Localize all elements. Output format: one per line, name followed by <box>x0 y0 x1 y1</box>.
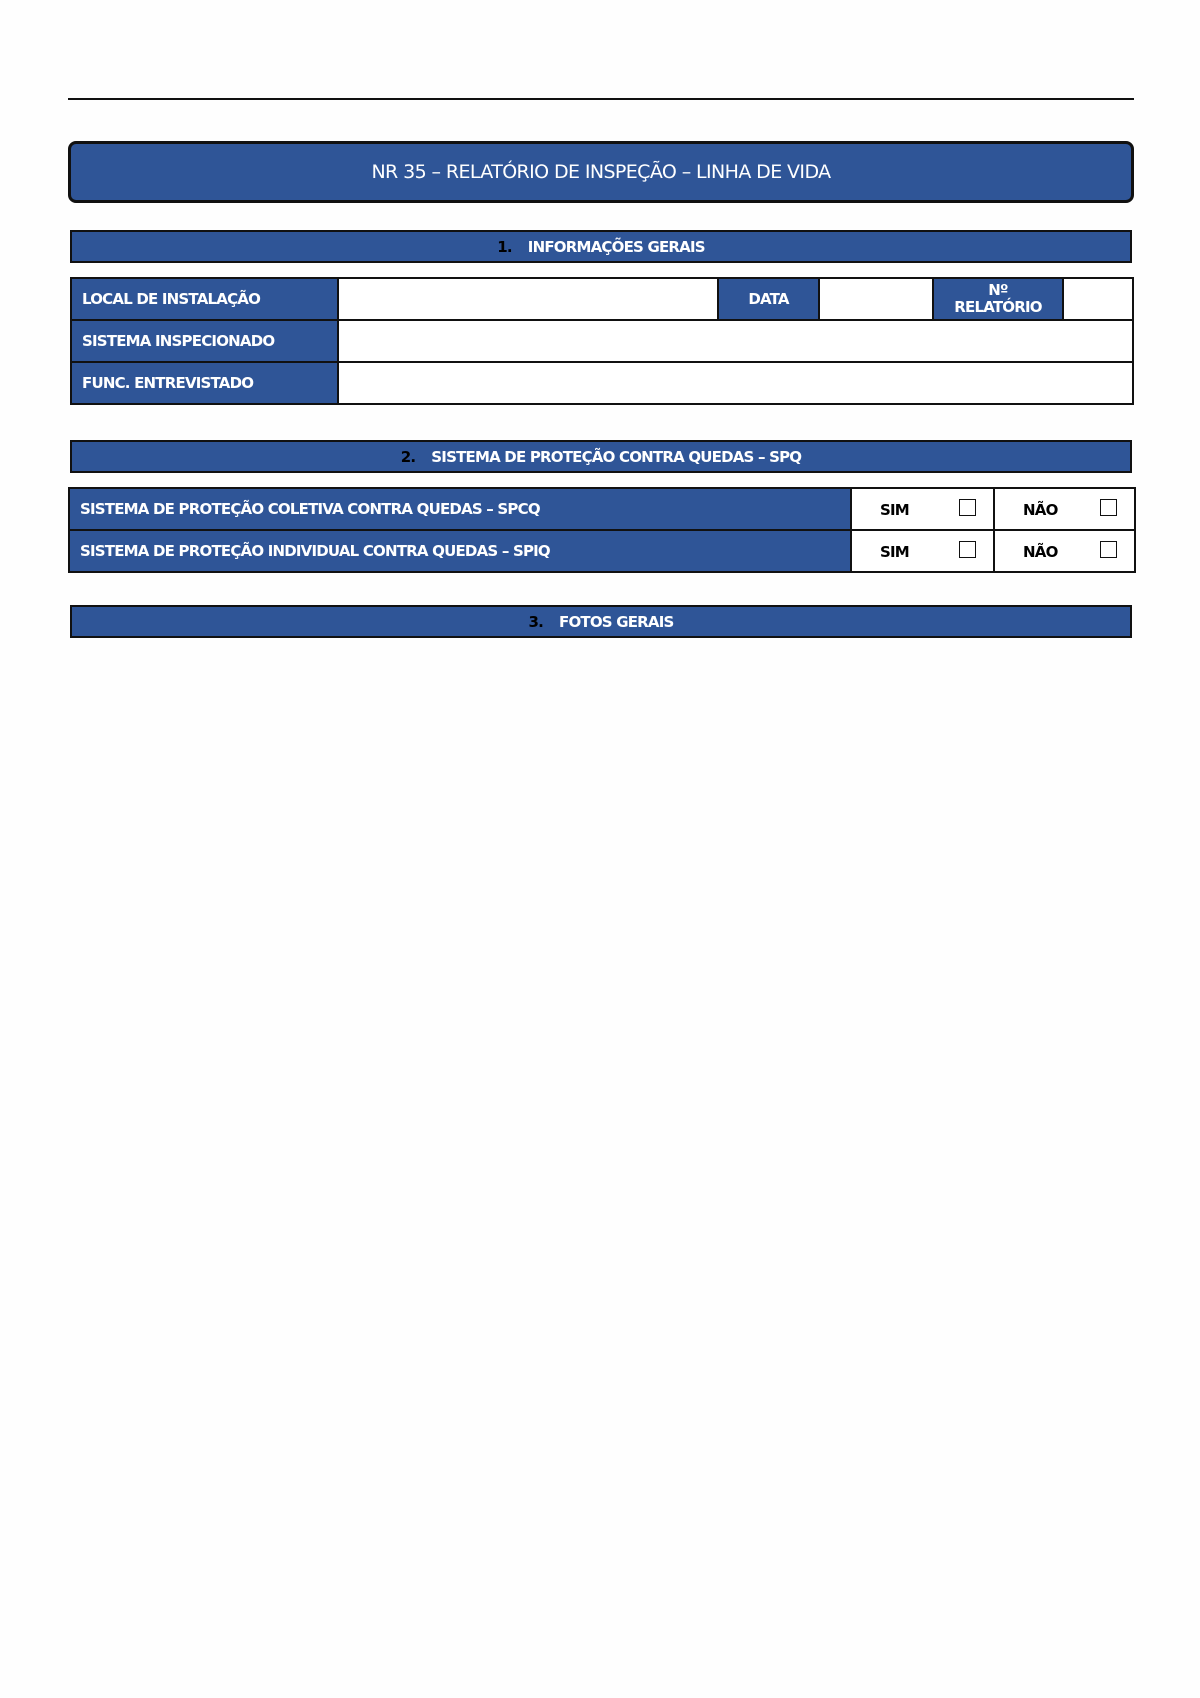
spcq-label: SISTEMA DE PROTEÇÃO COLETIVA CONTRA QUEDAS – SPCQ <box>69 488 851 530</box>
table-row <box>69 530 1135 572</box>
section-3-number: 3. <box>528 612 544 631</box>
spiq-nao-label: NÃO <box>1023 543 1058 561</box>
spiq-sim-label: SIM <box>880 543 909 561</box>
table-row <box>71 362 1133 404</box>
spcq-nao-option[interactable] <box>994 488 1135 530</box>
spcq-sim-option[interactable] <box>851 488 994 530</box>
local-label: LOCAL DE INSTALAÇÃO <box>71 278 338 320</box>
document-title-text: NR 35 – RELATÓRIO DE INSPEÇÃO – LINHA DE VIDA <box>371 161 831 183</box>
spq-table <box>68 487 1136 573</box>
section-3-title: FOTOS GERAIS <box>559 612 674 631</box>
spcq-sim-label: SIM <box>880 501 909 519</box>
relatorio-label-line2: RELATÓRIO <box>954 298 1042 316</box>
table-row <box>71 320 1133 362</box>
func-label: FUNC. ENTREVISTADO <box>71 362 338 404</box>
data-label: DATA <box>718 278 819 320</box>
spiq-label: SISTEMA DE PROTEÇÃO INDIVIDUAL CONTRA QUEDAS – SPIQ <box>69 530 851 572</box>
spcq-sim-checkbox[interactable] <box>959 499 976 516</box>
table-row <box>71 278 1133 320</box>
relatorio-field[interactable] <box>1063 278 1133 320</box>
spiq-sim-checkbox[interactable] <box>959 541 976 558</box>
document-title <box>68 141 1134 203</box>
section-3-header <box>70 605 1132 638</box>
sistema-label: SISTEMA INSPECIONADO <box>71 320 338 362</box>
spcq-nao-label: NÃO <box>1023 501 1058 519</box>
relatorio-label <box>933 278 1063 320</box>
spiq-sim-option[interactable] <box>851 530 994 572</box>
data-field[interactable] <box>819 278 933 320</box>
section-1-header <box>70 230 1132 263</box>
section-2-title: SISTEMA DE PROTEÇÃO CONTRA QUEDAS – SPQ <box>431 447 802 466</box>
func-field[interactable] <box>338 362 1133 404</box>
relatorio-label-line1: Nº <box>988 281 1008 299</box>
spiq-nao-option[interactable] <box>994 530 1135 572</box>
table-row <box>69 488 1135 530</box>
sistema-field[interactable] <box>338 320 1133 362</box>
section-1-number: 1. <box>497 237 512 256</box>
local-field[interactable] <box>338 278 718 320</box>
general-info-table <box>70 277 1134 405</box>
section-2-header <box>70 440 1132 473</box>
section-2-number: 2. <box>400 447 416 466</box>
top-rule <box>68 98 1134 100</box>
spiq-nao-checkbox[interactable] <box>1100 541 1117 558</box>
section-1-title: INFORMAÇÕES GERAIS <box>527 237 705 256</box>
spcq-nao-checkbox[interactable] <box>1100 499 1117 516</box>
